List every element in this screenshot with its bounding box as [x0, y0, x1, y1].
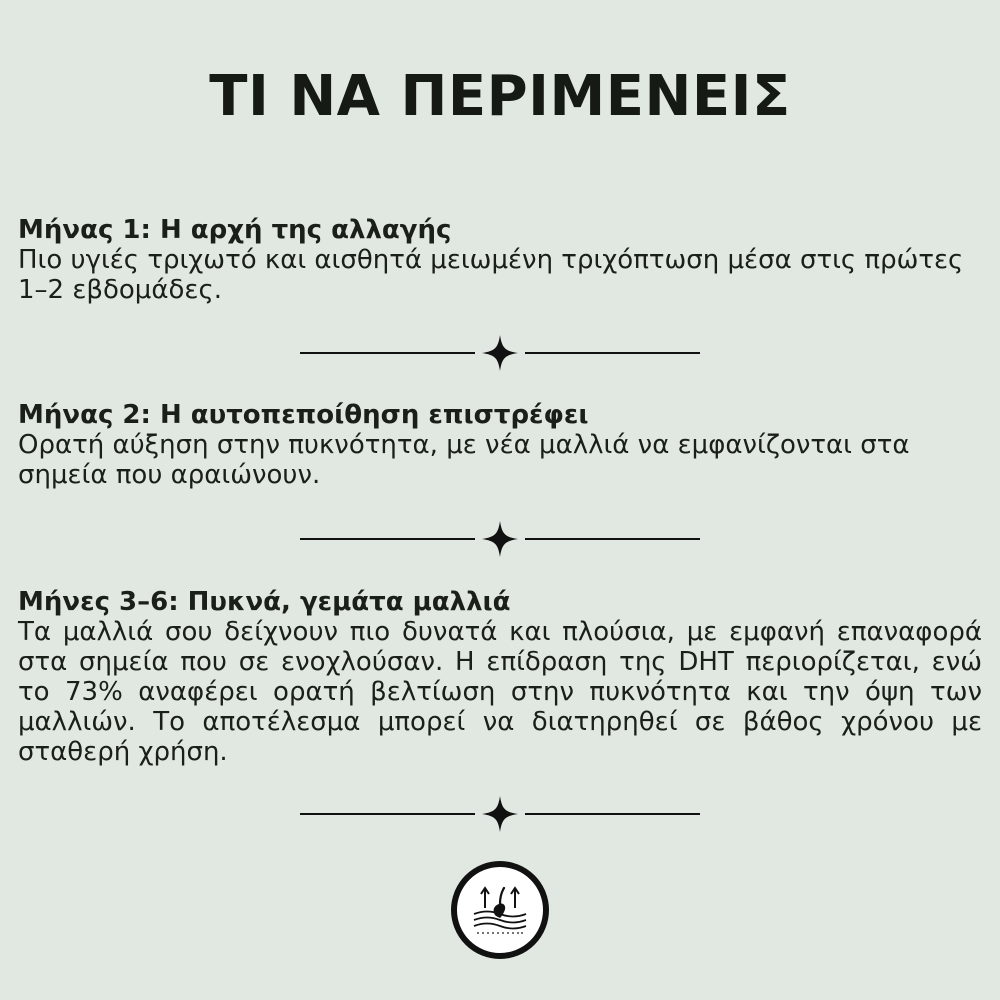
hair-follicle-badge [450, 860, 550, 960]
section-heading: Μήνας 2: Η αυτοπεποίθηση επιστρέφει [18, 400, 589, 430]
divider [300, 333, 700, 373]
divider [300, 519, 700, 559]
sparkle-star-icon [300, 794, 700, 834]
section-heading: Μήνας 1: Η αρχή της αλλαγής [18, 215, 452, 245]
sparkle-star-icon [300, 519, 700, 559]
hair-follicle-growth-icon [450, 860, 550, 960]
section-body: Πιο υγιές τριχωτό και αισθητά μειωμένη τριχόπτωση μέσα στις πρώτες 1–2 εβδομάδες. [18, 245, 964, 305]
sparkle-star-icon [300, 333, 700, 373]
section-heading: Μήνες 3–6: Πυκνά, γεμάτα μαλλιά [18, 587, 511, 617]
page-title: ΤΙ ΝΑ ΠΕΡΙΜΕΝΕΙΣ [209, 64, 791, 129]
section-months-3-6 [18, 587, 982, 767]
section-month-2 [18, 400, 982, 490]
divider [300, 794, 700, 834]
section-body: Τα μαλλιά σου δείχνουν πιο δυνατά και πλούσια, με εμφανή επαναφορά στα σημεία που σε ενοχλούσαν. Η επίδραση της DHT περιορίζεται, ενώ το 73% αναφέρει ορατή βελτίωση στην πυκνότητα και την όψη των μαλλιών. Το αποτέλεσμα μπορεί να διατηρηθεί σε βάθος χρόνου με σταθερή χρήση. [18, 617, 982, 767]
section-body: Ορατή αύξηση στην πυκνότητα, με νέα μαλλιά να εμφανίζονται στα σημεία που αραιώνουν. [18, 430, 910, 490]
section-month-1 [18, 215, 982, 305]
